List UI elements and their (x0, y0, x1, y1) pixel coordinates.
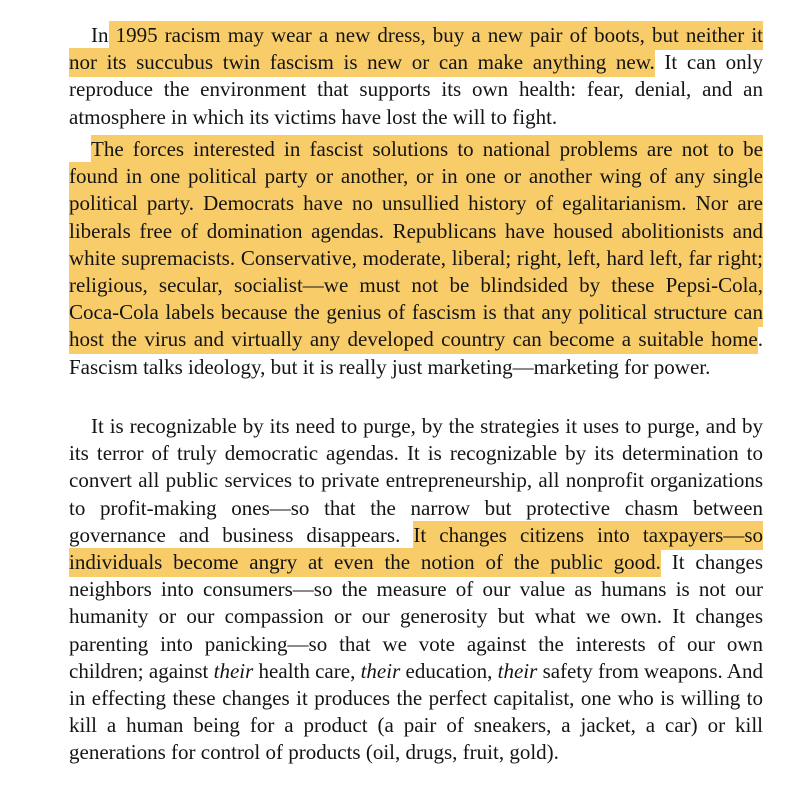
highlighted-passage[interactable]: 1995 racism may wear a new dress, buy a new pair of boots, but neither it nor its succubus twin fascism is new or can make anything new. (69, 21, 763, 77)
text-run: In (91, 23, 109, 47)
paragraph-2 (69, 136, 763, 381)
highlighted-passage[interactable]: It changes citizens into taxpayers—so individuals become angry at even the notion of the public good. (69, 521, 763, 577)
text-run: It can only reproduce the environment that supports its own health: fear, denial, and an atmosphere in which its victims have lost the will to fight. (69, 50, 763, 129)
text-run: It is recognizable by its need to purge, by the strategies it uses to purge, and by its terror of truly democratic agendas. It is recognizable by its determination to convert all public services to private entrepreneurship, all nonprofit organizations to profit-making ones—so that the narrow but protective chasm between governance and business disappears. (69, 414, 763, 547)
text-run: . Fascism talks ideology, but it is really just marketing—marketing for power. (69, 327, 763, 379)
emphasis-text: their (497, 658, 538, 683)
emphasis-text: their (213, 658, 254, 683)
emphasis-text: their (360, 658, 401, 683)
text-run: health care, (253, 658, 361, 683)
paragraph-3 (69, 413, 763, 767)
text-run: safety from weapons. And in effecting these changes it produces the perfect capitalist, one who is willing to kill a human being for a product (a pair of sneakers, a jacket, a car) or kill generations for control of products (oil, drugs, fruit, gold). (69, 658, 764, 765)
paragraph-1 (69, 22, 763, 131)
text-run: education, (400, 658, 498, 683)
text-run: It changes neighbors into consumers—so the measure of our value as humans is not our humanity or our compassion or our generosity but what we own. It changes parenting into panicking—so that we vote against the interests of our own children; against (69, 550, 764, 683)
highlighted-passage[interactable]: The forces interested in fascist solutions to national problems are not to be found in one political party or another, or in one or another wing of any single political party. Democrats have no unsullied history of egalitarianism. Nor are liberals free of domination agendas. Republicans have housed abolitionists and white supremacists. Conservative, moderate, liberal; right, left, hard left, far right; religious, secular, socialist—we must not be blindsided by these Pepsi-Cola, Coca-Cola labels because the genius of fascism is that any political structure can host the virus and virtually any developed country can become a suitable home (69, 135, 763, 354)
